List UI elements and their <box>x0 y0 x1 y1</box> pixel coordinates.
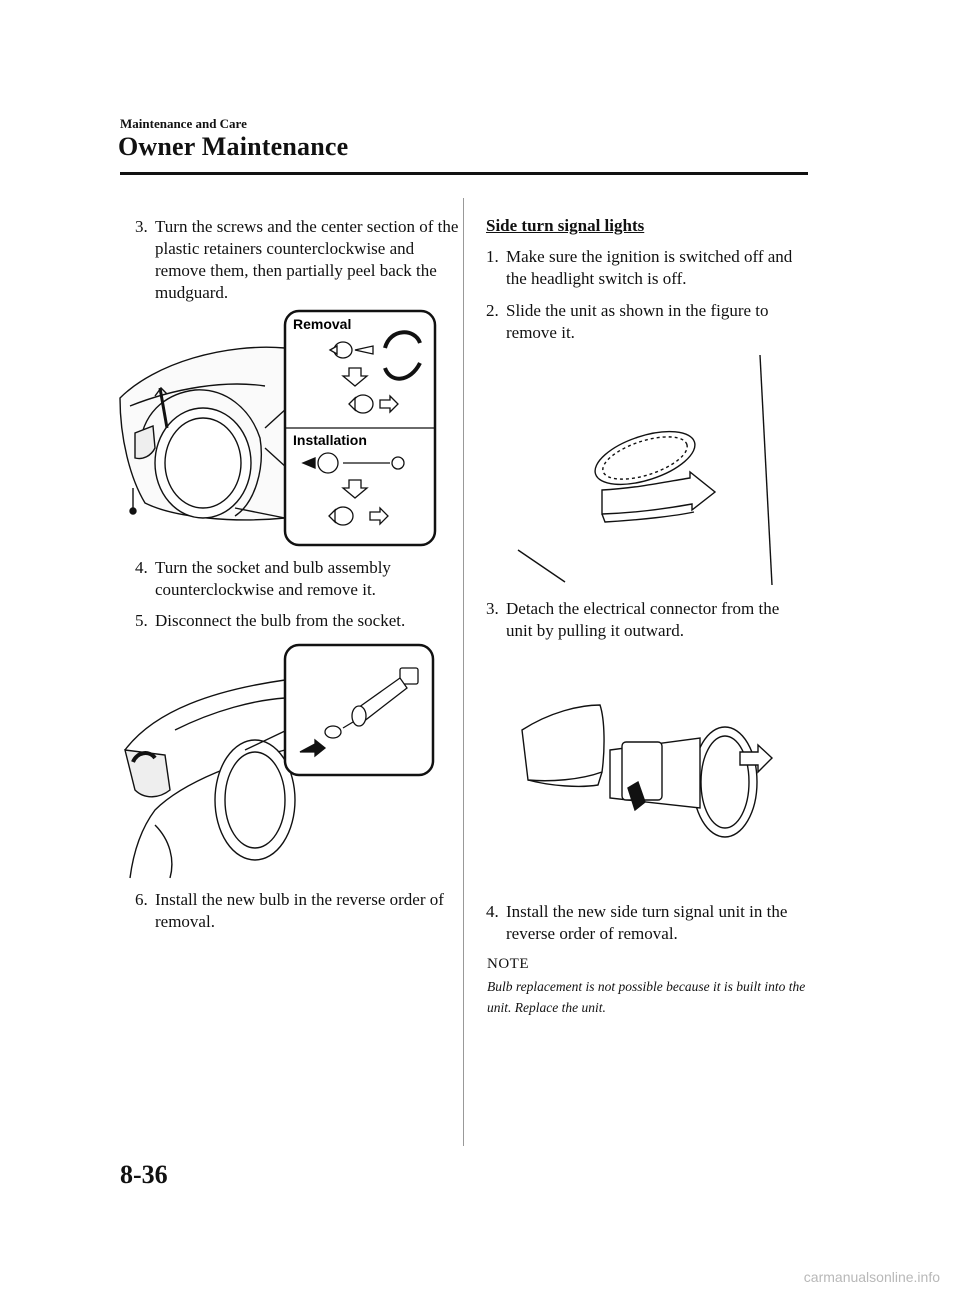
step-text: Detach the electrical connector from the unit by pulling it outward. <box>506 599 780 640</box>
note-text: Bulb replacement is not possible because it is built into the unit. Replace the unit. <box>487 979 806 1015</box>
page-title: Owner Maintenance <box>118 132 349 161</box>
figure-slide-unit <box>510 350 800 590</box>
note-label: NOTE <box>487 956 529 972</box>
section-heading: Side turn signal lights <box>486 216 645 235</box>
step-text: Turn the screws and the center section of the plastic retainers counterclockwise and remove them, then partially peel back the mudguard. <box>155 217 459 302</box>
removal-label: Removal <box>293 316 352 332</box>
step-number: 6. <box>135 890 148 909</box>
step-number: 3. <box>135 217 148 236</box>
right-step-4 <box>486 901 808 945</box>
step-text: Install the new side turn signal unit in the reverse order of removal. <box>506 902 788 943</box>
figure-socket-bulb <box>115 640 440 880</box>
left-step-3 <box>135 216 465 304</box>
step-text: Make sure the ignition is switched off and the headlight switch is off. <box>506 247 793 288</box>
installation-label: Installation <box>293 432 367 448</box>
left-step-5 <box>135 610 465 632</box>
step-number: 3. <box>486 599 499 618</box>
page-number: 8-36 <box>120 1160 168 1189</box>
step-number: 4. <box>135 558 148 577</box>
title-rule <box>120 172 808 175</box>
column-divider <box>463 198 464 1146</box>
step-number: 4. <box>486 902 499 921</box>
figure-connector-detach <box>510 690 800 860</box>
step-text: Disconnect the bulb from the socket. <box>155 611 406 630</box>
right-step-1 <box>486 246 808 290</box>
watermark: carmanualsonline.info <box>803 1269 940 1285</box>
right-step-3 <box>486 598 808 642</box>
right-step-2 <box>486 300 808 344</box>
step-number: 1. <box>486 247 499 266</box>
left-step-6 <box>135 889 465 933</box>
left-step-4 <box>135 557 465 601</box>
step-number: 5. <box>135 611 148 630</box>
section-label: Maintenance and Care <box>120 116 247 131</box>
step-text: Install the new bulb in the reverse order of removal. <box>155 890 444 931</box>
step-text: Slide the unit as shown in the figure to remove it. <box>506 301 769 342</box>
step-text: Turn the socket and bulb assembly counterclockwise and remove it. <box>155 558 391 599</box>
figure-mudguard-removal <box>115 308 440 550</box>
step-number: 2. <box>486 301 499 320</box>
